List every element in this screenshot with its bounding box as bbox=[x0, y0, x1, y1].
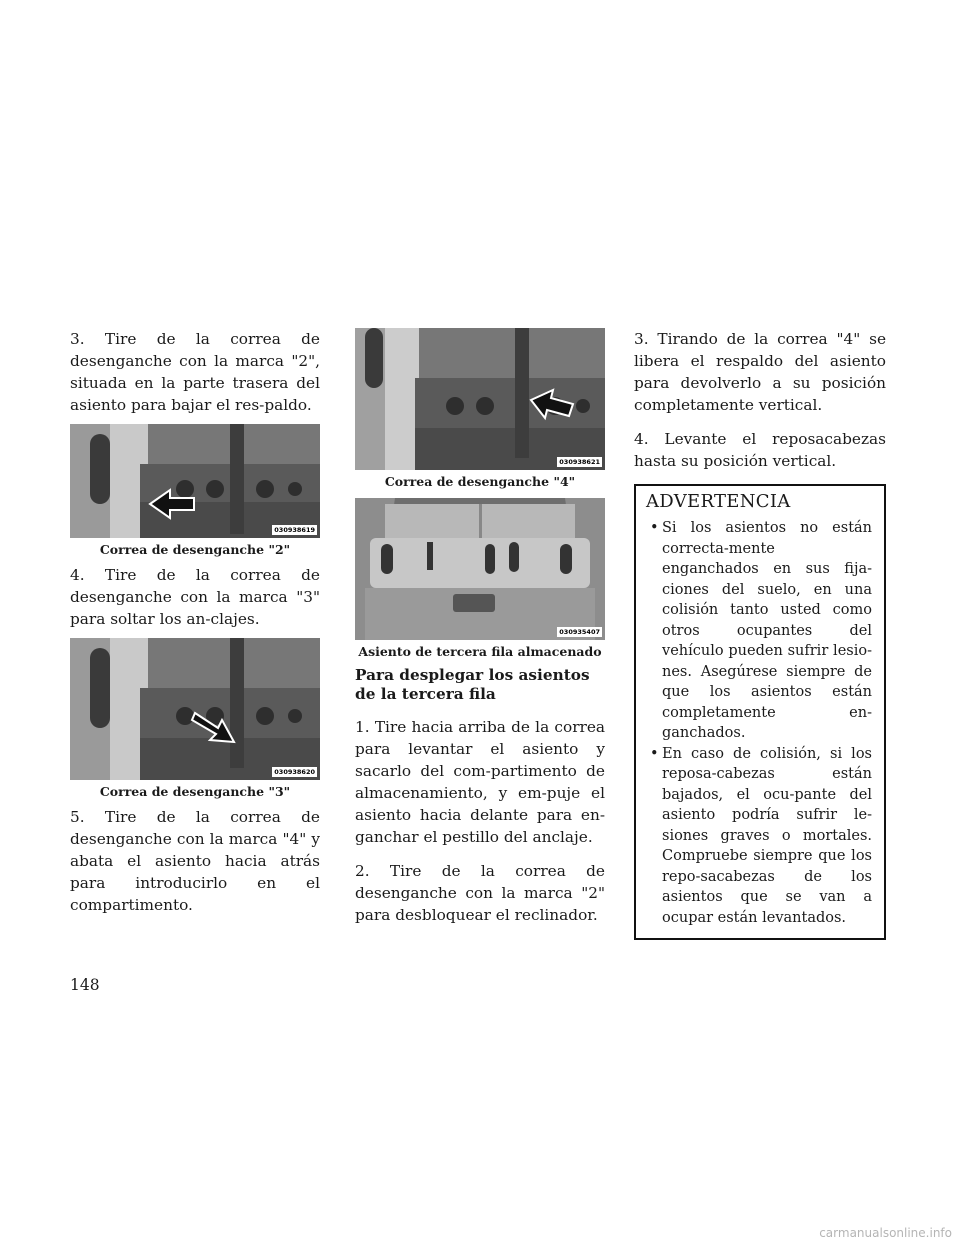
deploy-step-4-paragraph: 4. Levante el reposacabezas hasta su posición vertical. bbox=[634, 430, 886, 470]
deploy-step-2-paragraph: 2. Tire de la correa de desenganche con la marca "2" para desbloquear el reclinador. bbox=[355, 862, 605, 924]
photo-code: 030938620 bbox=[274, 768, 315, 776]
column-middle bbox=[355, 328, 605, 926]
bullet-icon: • bbox=[650, 745, 659, 762]
column-right bbox=[634, 328, 886, 940]
photo-release-strap-4 bbox=[355, 328, 605, 470]
photo-release-strap-4-art bbox=[355, 328, 605, 470]
photo-third-row-stowed-art bbox=[355, 498, 605, 640]
photo-release-strap-2 bbox=[70, 424, 320, 538]
watermark-text: carmanualsonline.info bbox=[819, 1226, 952, 1240]
step-4-paragraph: 4. Tire de la correa de desenganche con la marca "3" para soltar los an-clajes. bbox=[70, 566, 320, 628]
section-heading: Para desplegar los asientos de la tercera fila bbox=[355, 666, 590, 703]
warning-list bbox=[646, 518, 872, 928]
warning-item bbox=[650, 744, 872, 929]
warning-item-text: En caso de colisión, si los reposa-cabezas están bajados, el ocu-pante del asiento podría sufrir le-siones graves o mortales. Compruebe siempre que los repo-sacabezas de los asientos que se van a ocupar están levantados. bbox=[662, 745, 872, 926]
warning-title: ADVERTENCIA bbox=[646, 491, 791, 512]
photo-code: 030935407 bbox=[559, 628, 600, 636]
warning-item-text: Si los asientos no están correcta-mente enganchados en sus fija-ciones del suelo, en una colisión tanto usted como otros ocupantes del vehículo pueden sufrir lesio-nes. Asegúrese siempre de que los asientos están completamente en-ganchados. bbox=[662, 520, 872, 741]
photo-release-strap-3-art bbox=[70, 638, 320, 780]
deploy-step-1-paragraph: 1. Tire hacia arriba de la correa para levantar el asiento y sacarlo del com-partimento de almacenamiento, y em-puje el asiento hacia delante para en-ganchar el pestillo del anclaje. bbox=[355, 718, 605, 846]
warning-box bbox=[634, 484, 886, 940]
photo-caption: Correa de desenganche "3" bbox=[99, 784, 291, 799]
photo-release-strap-2-art bbox=[70, 424, 320, 538]
page-number: 148 bbox=[70, 976, 100, 994]
column-left bbox=[70, 328, 320, 916]
photo-caption: Asiento de tercera fila almacenado bbox=[358, 644, 602, 659]
photo-code: 030938621 bbox=[559, 458, 600, 466]
photo-third-row-stowed bbox=[355, 498, 605, 640]
bullet-icon: • bbox=[650, 520, 659, 536]
photo-release-strap-3 bbox=[70, 638, 320, 780]
step-5-paragraph: 5. Tire de la correa de desenganche con la marca "4" y abata el asiento hacia atrás para introducirlo en el compartimento. bbox=[70, 808, 320, 914]
deploy-step-3-paragraph: 3. Tirando de la correa "4" se libera el respaldo del asiento para devolverlo a su posición completamente vertical. bbox=[634, 330, 886, 414]
step-3-paragraph: 3. Tire de la correa de desenganche con la marca "2", situada en la parte trasera del asiento para bajar el res-paldo. bbox=[70, 330, 320, 414]
photo-code: 030938619 bbox=[274, 526, 315, 534]
photo-caption: Correa de desenganche "2" bbox=[99, 542, 291, 557]
warning-item bbox=[650, 518, 872, 744]
photo-caption: Correa de desenganche "4" bbox=[384, 474, 576, 489]
